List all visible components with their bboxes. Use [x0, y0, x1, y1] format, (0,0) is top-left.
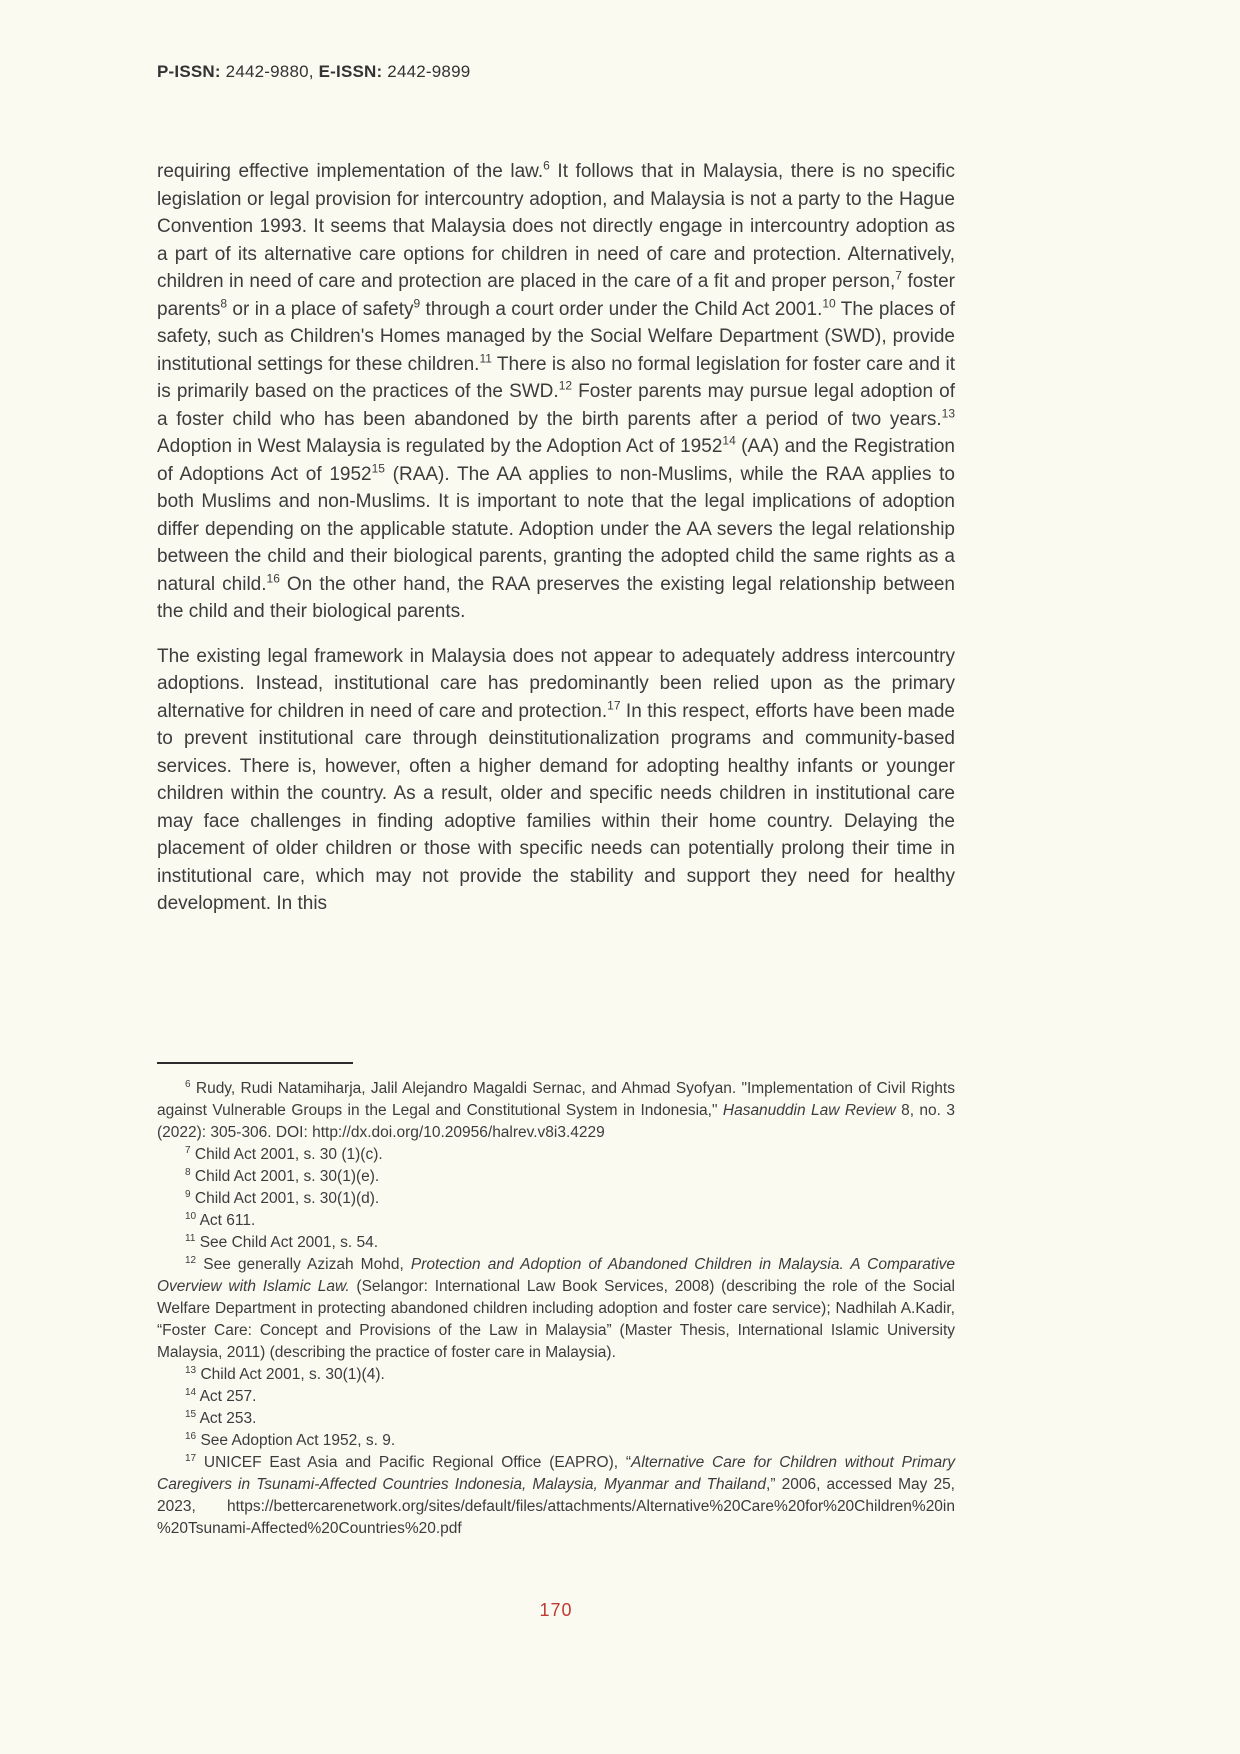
text-run: Alternative Care for Children without Primary Caregivers in Tsunami-Affected Countries Indonesia, Malaysia, Myanmar and Thailand — [157, 1454, 955, 1493]
text-run: (AA) and the Registration of Adoptions Act of 1952 — [157, 436, 955, 485]
footnote-ref: 6 — [543, 158, 550, 173]
footnote-ref: 16 — [266, 571, 280, 586]
text-run: See generally Azizah Mohd, — [203, 1256, 411, 1273]
footnote — [157, 1452, 955, 1540]
footnote — [157, 1254, 955, 1364]
text-run: Act 257. — [199, 1388, 257, 1405]
footnote — [157, 1386, 955, 1408]
footnotes-section — [157, 1062, 955, 1540]
footnote-number: 10 — [185, 1210, 197, 1222]
text-run: foster parents — [157, 271, 955, 320]
footnote — [157, 1364, 955, 1386]
body-paragraphs — [157, 158, 955, 935]
text-run: See Child Act 2001, s. 54. — [199, 1234, 379, 1251]
footnote-number: 9 — [185, 1188, 191, 1200]
footnote-ref: 17 — [607, 698, 621, 713]
footnote-list — [157, 1078, 955, 1540]
footnote-ref: 14 — [722, 433, 736, 448]
footnote-number: 14 — [185, 1386, 197, 1398]
text-run: 8, no. 3 (2022): 305-306. DOI: http://dx.doi.org/10.20956/halrev.v8i3.4229 — [157, 1102, 955, 1141]
footnote — [157, 1408, 955, 1430]
text-run: UNICEF East Asia and Pacific Regional Office (EAPRO), “ — [203, 1454, 632, 1471]
footnote-ref: 11 — [479, 351, 492, 366]
footnote-separator — [157, 1062, 353, 1064]
text-run: Rudy, Rudi Natamiharja, Jalil Alejandro Magaldi Sernac, and Ahmad Syofyan. "Implementation of Civil Rights against Vulnerable Groups in the Legal and Constitutional System in Indonesia," — [157, 1080, 955, 1119]
footnote — [157, 1232, 955, 1254]
footnote-number: 7 — [185, 1144, 191, 1156]
text-run: On the other hand, the RAA preserves the existing legal relationship between the child and their biological parents. — [157, 573, 955, 622]
text-run: It follows that in Malaysia, there is no specific legislation or legal provision for intercountry adoption, and Malaysia is not a party to the Hague Convention 1993. It seems that Malaysia does not directly engage in intercountry adoption as a part of its alternative care options for children in need of care and protection. Alternatively, children in need of care and protection are placed in the care of a fit and proper person, — [157, 161, 955, 292]
text-run: through a court order under the Child Act 2001. — [420, 298, 823, 320]
footnote-ref: 9 — [413, 296, 421, 311]
footnote-number: 8 — [185, 1166, 191, 1178]
footnote-number: 13 — [185, 1364, 197, 1376]
footnote — [157, 1188, 955, 1210]
footnote-ref: 10 — [822, 296, 836, 311]
eissn-value: 2442-9899 — [382, 62, 471, 81]
text-run: Foster parents may pursue legal adoption of a foster child who has been abandoned by the birth parents after a period of two years. — [157, 381, 955, 430]
paragraph — [157, 643, 955, 918]
text-run: (RAA). The AA applies to non-Muslims, while the RAA applies to both Muslims and non-Muslims. It is important to note that the legal implications of adoption differ depending on the applicable statute. Adoption under the AA severs the legal relationship between the child and their biological parents, granting the adopted child the same rights as a natural child. — [157, 463, 956, 595]
footnote-ref: 15 — [371, 461, 385, 476]
page-number: 170 — [539, 1600, 573, 1620]
text-run: Child Act 2001, s. 30(1)(e). — [194, 1168, 380, 1185]
issn-header — [157, 62, 470, 82]
footnote-number: 15 — [185, 1408, 197, 1420]
footnote — [157, 1144, 955, 1166]
text-run: (Selangor: International Law Book Services, 2008) (describing the role of the Social Welfare Department in protecting abandoned children including adoption and foster care service); Nadhilah A.Kadir, “Foster Care: Concept and Provisions of the Law in Malaysia” (Master Thesis, International Islamic University Malaysia, 2011) (describing the practice of foster care in Malaysia). — [157, 1278, 955, 1361]
text-run: ,” 2006, accessed May 25, 2023, https://bettercarenetwork.org/sites/default/files/attachments/Alternative%20Care%20for%20Children%20in %20Tsunami-Affected%20Countries%20.pdf — [157, 1476, 955, 1537]
text-run: See Adoption Act 1952, s. 9. — [200, 1432, 396, 1449]
text-run: The existing legal framework in Malaysia does not appear to adequately address intercountry adoptions. Instead, institutional care has predominantly been relied upon as the primary alternative for children in need of care and protection. — [157, 645, 955, 722]
footnote-ref: 13 — [941, 406, 955, 421]
footnote-number: 11 — [185, 1232, 196, 1244]
footnote-number: 17 — [185, 1452, 197, 1464]
eissn-label: E-ISSN: — [318, 62, 383, 81]
text-run: Hasanuddin Law Review — [722, 1102, 896, 1119]
text-run: Act 253. — [199, 1410, 257, 1427]
footnote-number: 12 — [185, 1254, 197, 1266]
text-run: requiring effective implementation of the law. — [157, 161, 544, 182]
text-run: Child Act 2001, s. 30 (1)(c). — [194, 1146, 383, 1163]
text-run: In this respect, efforts have been made to prevent institutional care through deinstitutionalization programs and community-based services. There is, however, often a higher demand for adopting healthy infants or younger children within the country. As a result, older and specific needs children in institutional care may face challenges in finding adoptive families within their home country. Delaying the placement of older children or those with specific needs can potentially prolong their time in institutional care, which may not provide the stability and support they need for healthy development. In this — [157, 700, 955, 914]
footnote-ref: 7 — [895, 268, 902, 283]
pissn-value: 2442-9880, — [220, 62, 319, 81]
page-footer — [157, 1600, 955, 1621]
footnote — [157, 1078, 955, 1144]
text-run: or in a place of safety — [227, 298, 414, 320]
pissn-label: P-ISSN: — [157, 62, 221, 81]
footnote-number: 6 — [185, 1078, 191, 1090]
text-run: Protection and Adoption of Abandoned Children in Malaysia. A Comparative Overview with Islamic Law. — [157, 1256, 956, 1295]
footnote-ref: 12 — [558, 378, 573, 393]
text-run: Child Act 2001, s. 30(1)(d). — [194, 1190, 380, 1207]
footnote — [157, 1210, 955, 1232]
footnote — [157, 1166, 955, 1188]
text-run: The places of safety, such as Children's Homes managed by the Social Welfare Department (SWD), provide institutional settings for these children. — [157, 298, 955, 375]
footnote-number: 16 — [185, 1430, 197, 1442]
text-run: Adoption in West Malaysia is regulated by the Adoption Act of 1952 — [157, 436, 723, 457]
paragraph — [157, 158, 955, 626]
text-run: Child Act 2001, s. 30(1)(4). — [200, 1366, 385, 1383]
footnote — [157, 1430, 955, 1452]
text-run: There is also no formal legislation for foster care and it is primarily based on the practices of the SWD. — [157, 353, 955, 402]
footnote-ref: 8 — [220, 296, 228, 311]
text-run: Act 611. — [199, 1212, 256, 1229]
